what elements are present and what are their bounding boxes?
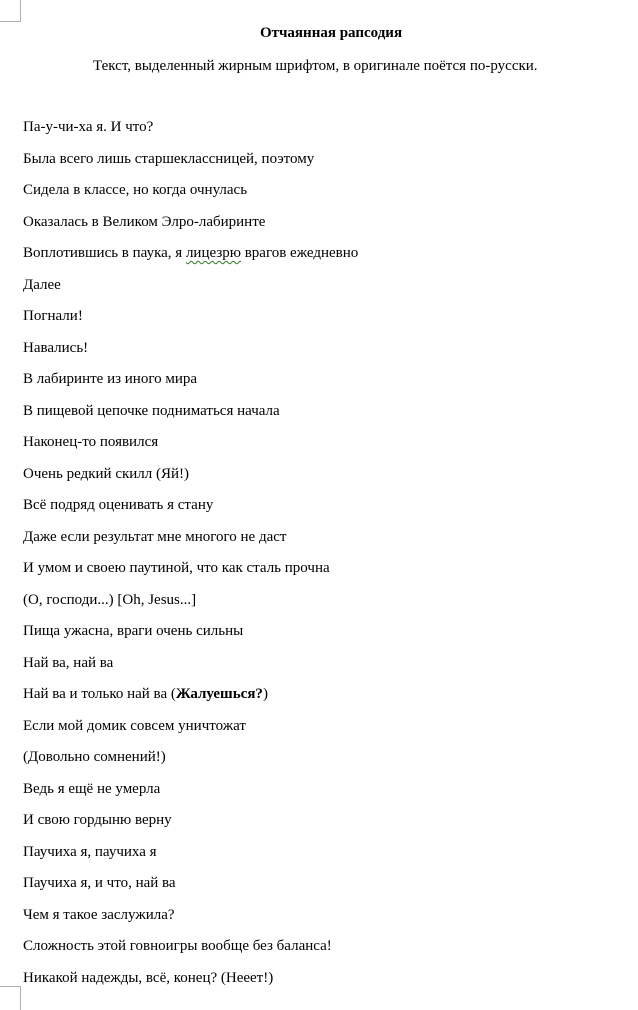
crop-mark-bottom-left bbox=[20, 986, 21, 1010]
lyric-line: Навались! bbox=[23, 339, 89, 356]
lyric-line: Чем я такое заслужила? bbox=[23, 906, 175, 923]
lyric-line: Сложность этой говноигры вообще без баланса! bbox=[23, 938, 332, 954]
lyric-text: врагов ежедневно bbox=[240, 245, 359, 261]
lyric-line bbox=[23, 243, 358, 275]
lyric-line bbox=[23, 684, 358, 716]
lyric-line: Никакой надежды, всё, конец? (Нееет!) bbox=[23, 969, 274, 986]
crop-mark-top-left-horizontal bbox=[0, 21, 21, 22]
lyric-line: Паучиха я, паучиха я bbox=[23, 843, 157, 860]
lyric-line: Най ва, най ва bbox=[23, 654, 114, 671]
lyric-line: Сидела в классе, но когда очнулась bbox=[23, 182, 248, 198]
lyric-text: Най ва и только най ва ( bbox=[23, 686, 176, 702]
lyric-line: (Довольно сомнений!) bbox=[23, 749, 166, 765]
lyric-line: Далее bbox=[23, 276, 61, 293]
lyric-line: И свою гордыню верну bbox=[23, 812, 172, 828]
lyric-line: Ведь я ещё не умерла bbox=[23, 780, 161, 797]
sung-in-russian-text: Жалуешься? bbox=[175, 686, 263, 702]
crop-mark-top-left bbox=[20, 0, 21, 22]
crop-mark-bottom-left-horizontal bbox=[0, 986, 21, 987]
lyric-line: В пищевой цепочке подниматься начала bbox=[23, 402, 280, 419]
lyric-line: (О, господи...) [Oh, Jesus...] bbox=[23, 591, 197, 608]
document-title: Отчаянная рапсодия bbox=[259, 25, 403, 41]
lyric-line: Оказалась в Великом Элро-лабиринте bbox=[23, 213, 266, 230]
lyric-line: Даже если результат мне многого не даст bbox=[23, 528, 287, 545]
spellcheck-flagged-word[interactable]: лицезрю bbox=[185, 245, 241, 261]
lyric-text: Воплотившись в паука, я bbox=[23, 245, 186, 261]
lyric-line: Погнали! bbox=[23, 308, 83, 324]
lyric-line: Была всего лишь старшеклассницей, поэтому bbox=[23, 150, 315, 167]
lyric-line: В лабиринте из иного мира bbox=[23, 371, 198, 387]
lyric-line: Наконец-то появился bbox=[23, 434, 159, 450]
lyric-line: Па-у-чи-ха я. И что? bbox=[23, 119, 154, 135]
lyric-line: Очень редкий скилл (Яй!) bbox=[23, 465, 190, 482]
document-note: Текст, выделенный жирным шрифтом, в оригинале поётся по-русски. bbox=[93, 58, 538, 74]
lyrics-body bbox=[23, 117, 358, 999]
lyric-line: Паучиха я, и что, най ва bbox=[23, 875, 176, 891]
lyric-line: Если мой домик совсем уничтожат bbox=[23, 717, 246, 734]
lyric-line: И умом и своею паутиной, что как сталь прочна bbox=[23, 560, 330, 576]
lyric-line: Пища ужасна, враги очень сильны bbox=[23, 623, 244, 639]
lyric-line: Всё подряд оценивать я стану bbox=[23, 497, 214, 513]
lyric-text: ) bbox=[262, 686, 268, 702]
